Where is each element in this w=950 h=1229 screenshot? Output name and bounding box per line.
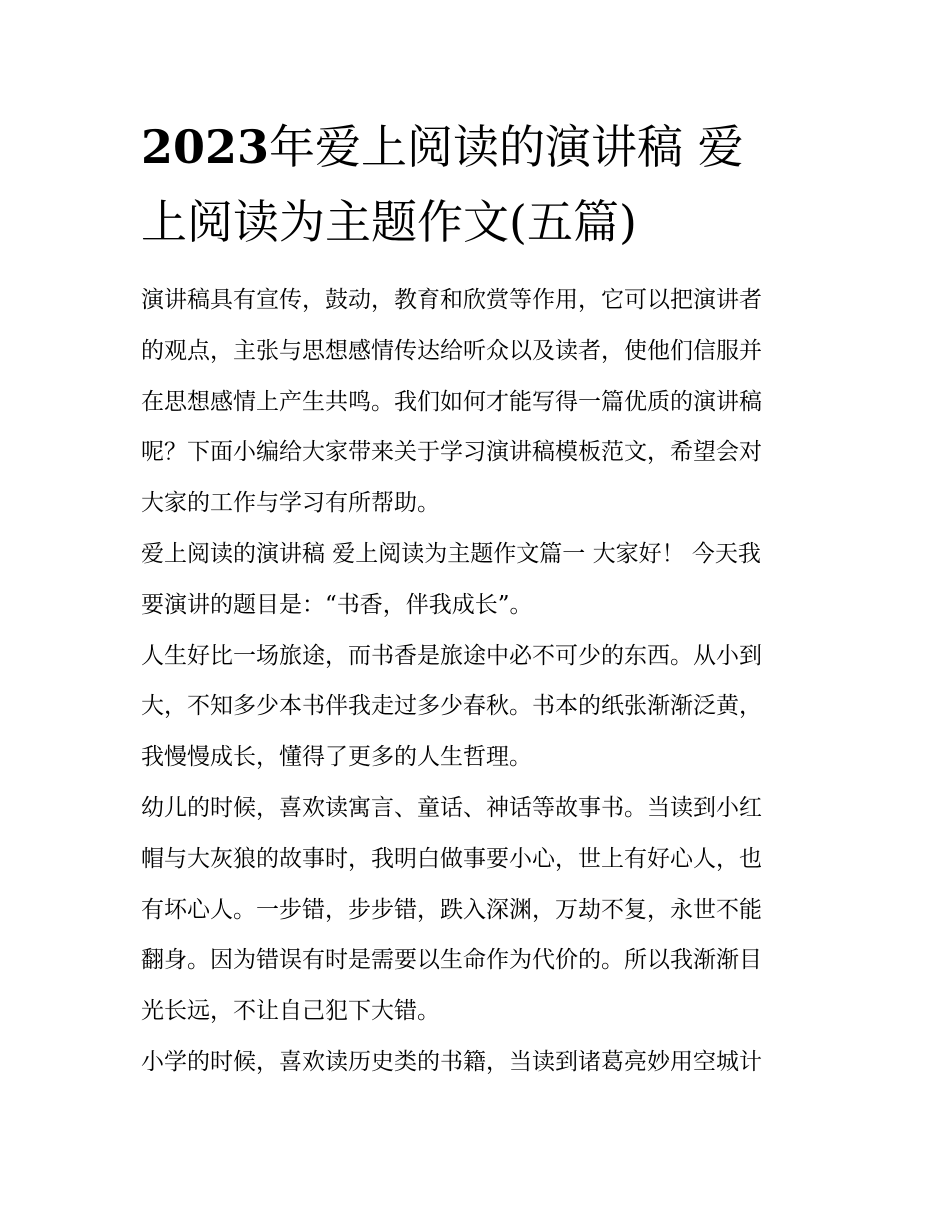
text-line: 我慢慢成长，懂得了更多的人生哲理。 [141,744,532,771]
text-line: 爱上阅读的演讲稿 爱上阅读为主题作文篇一 大家好！ 今天我 [141,540,761,567]
text-line: 小学的时候，喜欢读历史类的书籍，当读到诸葛亮妙用空城计 [141,1048,762,1075]
text-line: 演讲稿具有宣传，鼓动，教育和欣赏等作用，它可以把演讲者 [141,287,762,313]
title-text-1: 年爱上阅读的演讲稿 爱 [269,120,744,174]
text-line: 的观点，主张与思想感情传达给听众以及读者，使他们信服并 [141,337,762,364]
text-line: 有坏心人。一步错，步步错，跌入深渊，万劫不复，永世不能 [141,896,762,923]
text-line: 大，不知多少本书伴我走过多少春秋。书本的纸张渐渐泛黄， [141,693,762,720]
title-line-1 [141,116,841,178]
title-year: 2023 [141,120,270,174]
text-line: 翻身。因为错误有时是需要以生命作为代价的。所以我渐渐目 [141,947,762,974]
text-line: 人生好比一场旅途，而书香是旅途中必不可少的东西。从小到 [141,642,762,669]
document-body [141,281,821,1094]
text-line: 要演讲的题目是：“书香，伴我成长”。 [141,591,533,618]
text-line: 大家的工作与学习有所帮助。 [141,490,440,517]
text-line: 呢？下面小编给大家带来关于学习演讲稿模板范文，希望会对 [141,439,762,466]
title-line-2: 上阅读为主题作文(五篇) [141,195,637,249]
document-title [141,116,841,253]
text-line: 帽与大灰狼的故事时，我明白做事要小心，世上有好心人，也 [141,845,762,872]
text-line: 光长远，不让自己犯下大错。 [141,998,440,1025]
text-line: 幼儿的时候，喜欢读寓言、童话、神话等故事书。当读到小红 [141,794,762,821]
text-line: 在思想感情上产生共鸣。我们如何才能写得一篇优质的演讲稿 [141,388,762,415]
